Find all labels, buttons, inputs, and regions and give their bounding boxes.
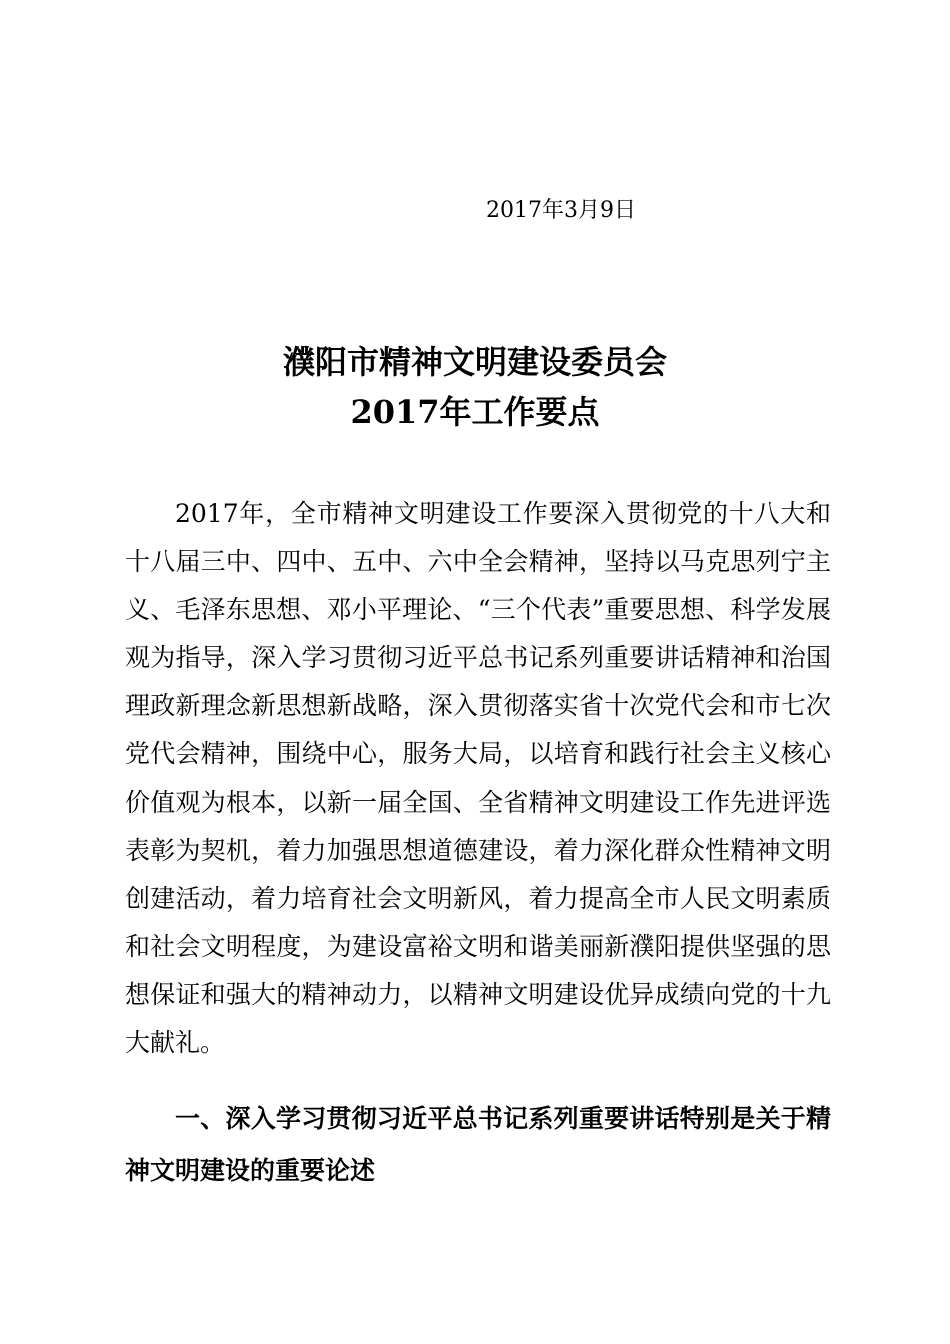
document-title-line-1: 濮阳市精神文明建设委员会: [282, 343, 667, 381]
section-1-heading: 一、深入学习贯彻习近平总书记系列重要讲话特别是关于精神文明建设的重要论述: [125, 1104, 831, 1185]
document-title-line-2: 2017年工作要点: [350, 393, 600, 431]
document-date: 2017年3月9日: [486, 198, 636, 223]
intro-paragraph: 2017年，全市精神文明建设工作要深入贯彻党的十八大和十八届三中、四中、五中、六中全会精神，坚持以马克思列宁主义、毛泽东思想、邓小平理论、“三个代表”重要思想、科学发展观为指导，深入学习贯彻习近平总书记系列重要讲话精神和治国理政新理念新思想新战略，深入贯彻落实省十次党代会和市七次党代会精神，围绕中心，服务大局，以培育和践行社会主义核心价值观为根本，以新一届全国、全省精神文明建设工作先进评选表彰为契机，着力加强思想道德建设，着力深化群众性精神文明创建活动，着力培育社会文明新风，着力提高全市人民文明素质和社会文明程度，为建设富裕文明和谐美丽新濮阳提供坚强的思想保证和强大的精神动力，以精神文明建设优异成绩向党的十九大献礼。: [125, 499, 831, 1058]
